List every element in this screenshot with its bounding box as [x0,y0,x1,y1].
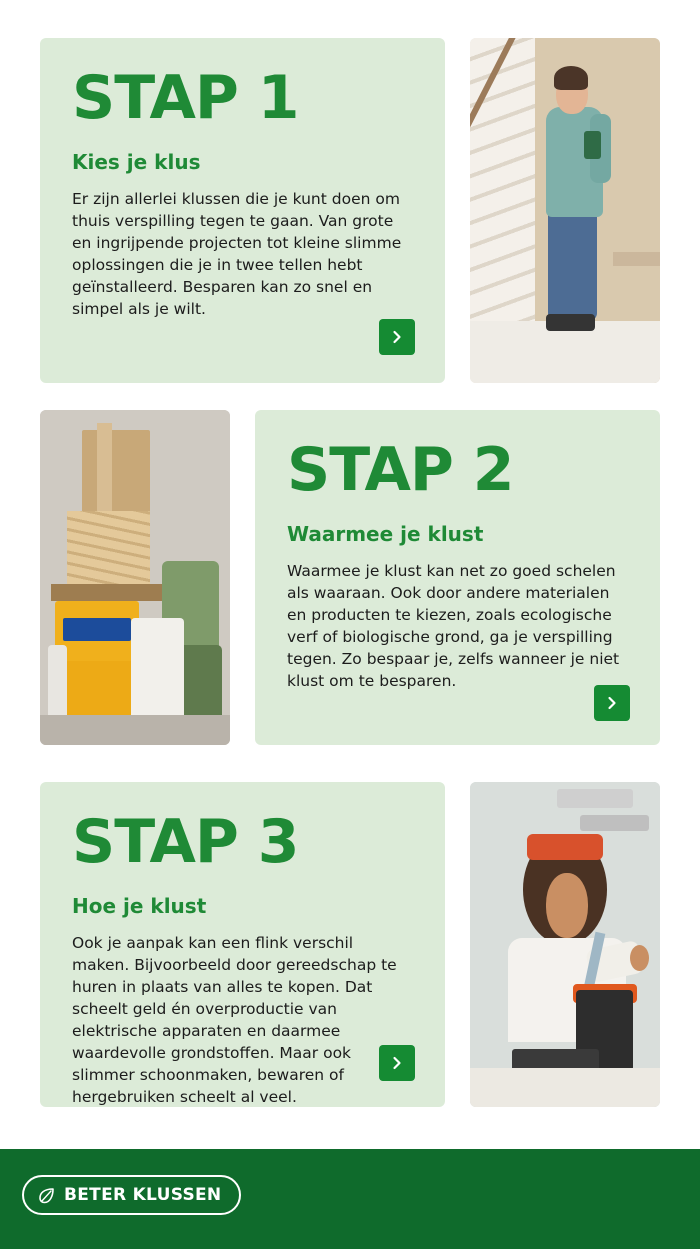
step-photo-2 [40,410,230,745]
brand-logo-text: BETER KLUSSEN [64,1185,222,1205]
leaf-icon [38,1187,55,1204]
step-card-1 [40,38,445,383]
step-next-button-1[interactable] [379,319,415,355]
step-title-1: STAP 1 [72,63,299,133]
chevron-right-icon [390,1056,404,1070]
step-card-3 [40,782,445,1107]
step-subtitle-2: Waarmee je klust [287,522,484,546]
step-body-3: Ook je aanpak kan een flink verschil maken. Bijvoorbeeld door gereedschap te huren in plaats van alles te kopen. Dat scheelt geld én overproductie van elektrische apparaten en daarmee waardevolle grondstoffen. Maar ook slimmer schoonmaken, bewaren of hergebruiken scheelt al veel. [72,934,397,1106]
chevron-right-icon [605,696,619,710]
step-next-button-2[interactable] [594,685,630,721]
step-card-2 [255,410,660,745]
step-photo-1 [470,38,660,383]
step-body-1: Er zijn allerlei klussen die je kunt doen om thuis verspilling tegen te gaan. Van grote en ingrijpende projecten tot kleine slimme oplossingen die je in twee tellen hebt geïnstalleerd. Besparen kan zo snel en simpel als je wilt. [72,190,402,318]
step-title-2: STAP 2 [287,435,514,505]
step-subtitle-1: Kies je klus [72,150,201,174]
step-next-button-3[interactable] [379,1045,415,1081]
footer-bar [0,1149,700,1249]
step-photo-3 [470,782,660,1107]
step-title-3: STAP 3 [72,807,299,877]
chevron-right-icon [390,330,404,344]
step-subtitle-3: Hoe je klust [72,894,207,918]
step-body-2: Waarmee je klust kan net zo goed schelen als waaraan. Ook door andere materialen en producten te kiezen, zoals ecologische verf of biologische grond, ga je verspilling tegen. Zo bespaar je, zelfs wanneer je niet klust om te besparen. [287,562,620,690]
brand-logo[interactable] [22,1175,241,1215]
